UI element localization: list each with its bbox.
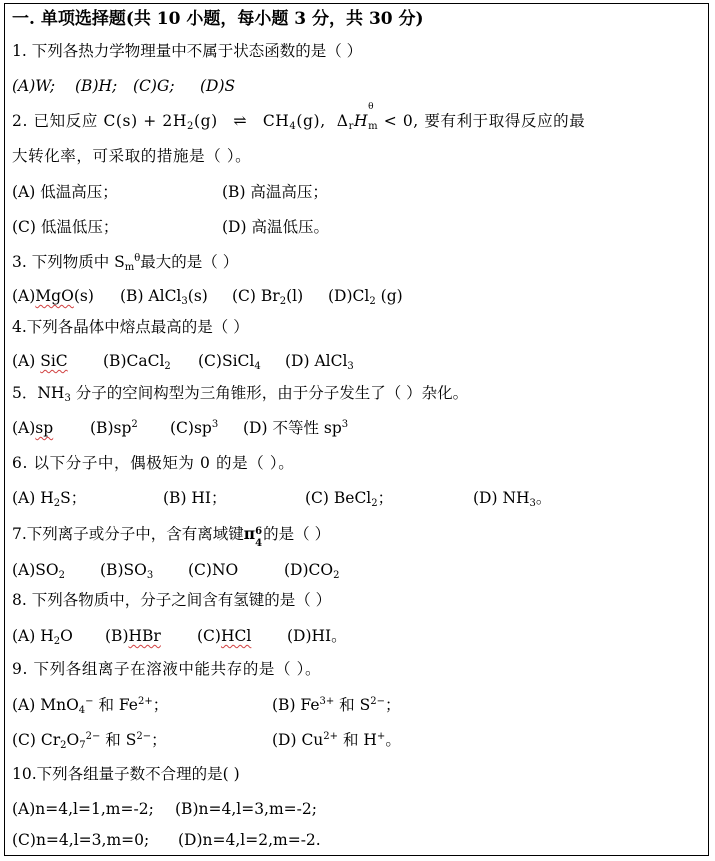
q2-stem-mid1: (g) (193, 112, 218, 130)
q2-option-a: (A) 低温高压； (12, 183, 118, 201)
q8-option-c: (C)HCl (197, 627, 252, 645)
q9-option-c: (C) $Cr_2O_7^{2-}$ 和 $S^{2-}$； (12, 731, 167, 751)
q2-option-d: (D) 高温低压。 (222, 218, 329, 236)
q6-option-a: (A) $H_2S$； (12, 489, 87, 509)
q5-option-a: (A)sp (12, 419, 54, 437)
q7-stem-prefix: 7.下列离子或分子中，含有离域键 (12, 525, 244, 543)
q5-option-c: $(C)sp^3$ (170, 419, 219, 437)
q5-option-d: (D) 不等性 $sp^3$ (243, 419, 349, 437)
q7-stem: 7.下列离子或分子中，含有离域键π 6 4 的是（ ） (12, 524, 331, 549)
q2-delta-h: $\Delta_rH_{m \theta}$ (336, 102, 379, 132)
q2-option-b: (B) 高温高压； (222, 183, 328, 201)
q10-option-b: (B)n=4,l=3,m=-2; (175, 800, 317, 818)
q6-stem: 6. 以下分子中，偶极矩为 0 的是（ ）。 (12, 454, 295, 472)
q2-stem-line2: 大转化率，可采取的措施是（ ）。 (12, 147, 252, 165)
q3-stem: 3. 下列物质中 $S_m^\theta$最大的是（ ） (12, 253, 239, 273)
q7-option-c: (C)NO (188, 561, 239, 579)
q4-option-d: (D) AlCl$_3$ (285, 352, 354, 372)
q1-option-a: (A)W; (12, 77, 56, 95)
q9-option-b: (B) $Fe^{3+}$ 和 $S^{2-}$； (272, 696, 401, 714)
q1-option-b: (B)H; (75, 77, 118, 95)
equilibrium-arrow-icon: ⇌ (233, 111, 248, 130)
q3-option-d: $(D)Cl_2$ (g) (328, 287, 403, 307)
pi-bond-symbol: π (243, 524, 256, 543)
q3-stem-suffix: 最大的是（ ） (140, 253, 239, 271)
q3-option-c: (C) $Br_2(l)$ (232, 287, 304, 307)
q8-stem: 8. 下列各物质中，分子之间含有氢键的是（ ） (12, 591, 332, 609)
q2-stem-mid3: (g), (296, 112, 326, 130)
q9-option-a: (A) MnO$_4$− 和 $Fe^{2+}$； (12, 696, 169, 716)
q4-option-c: (C)SiCl$_4$ (198, 352, 261, 372)
q1-option-c: (C)G; (133, 77, 175, 95)
q10-stem: 10.下列各组量子数不合理的是( ) (12, 765, 240, 783)
q6-option-c: (C) BeCl$_2$； (305, 489, 394, 509)
q5-stem: 5．$NH_3$ 分子的空间构型为三角锥形，由于分子发生了（ ）杂化。 (12, 384, 469, 404)
q7-option-b: $(B)SO_3$ (100, 561, 154, 581)
q8-option-d: (D)HI。 (287, 627, 347, 645)
q2-stem-line1: 2. 已知反应 $C(s) + 2H_2(g)$ ⇌ $CH_4(g)$, $\Delta_rH_{m \theta}$ < 0, 要有利于取得反应的最 (12, 102, 586, 132)
q10-option-c: (C)n=4,l=3,m=0; (12, 831, 150, 849)
q6-option-d: (D) $NH_3$。 (473, 489, 552, 509)
q4-stem: 4.下列各晶体中熔点最高的是（ ） (12, 318, 249, 336)
q9-option-d: (D) $Cu^{2+}$ 和 H+。 (272, 731, 401, 749)
q3-stem-prefix: 3. 下列物质中 S (12, 253, 125, 271)
q9-stem: 9. 下列各组离子在溶液中能共存的是（ ）。 (12, 660, 322, 678)
q1-option-d: (D)S (200, 77, 236, 95)
q6-option-b: (B) HI； (163, 489, 227, 507)
q4-option-b: (B)CaCl$_2$ (103, 352, 171, 372)
q5-option-b: $(B)sp^2$ (90, 419, 138, 437)
q3-option-a: (A)MgO(s) (12, 287, 94, 305)
q2-stem-mid2: CH (262, 112, 290, 130)
q8-option-b: (B)HBr (105, 627, 161, 645)
section-title: 一. 单项选择题(共 10 小题，每小题 3 分，共 30 分) (12, 9, 424, 29)
q10-option-a: (A)n=4,l=1,m=-2; (12, 800, 154, 818)
q7-option-a: $(A)SO_2$ (12, 561, 65, 581)
q10-option-d: (D)n=4,l=2,m=-2. (178, 831, 321, 849)
q7-option-d: $(D)CO_2$ (284, 561, 340, 581)
q2-stem-prefix: 2. 已知反应 C(s) + 2H (12, 112, 187, 130)
q4-option-a: (A) SiC (12, 352, 68, 370)
q2-option-c: (C) 低温低压； (12, 218, 119, 236)
q2-stem-suffix: < 0, 要有利于取得反应的最 (383, 112, 586, 130)
q8-option-a: (A) $H_2O$ (12, 627, 73, 647)
q1-stem: 1. 下列各热力学物理量中不属于状态函数的是（ ） (12, 42, 363, 60)
q7-stem-suffix: 的是（ ） (263, 525, 331, 543)
q3-option-b: (B) AlCl$_3$(s) (120, 287, 208, 307)
